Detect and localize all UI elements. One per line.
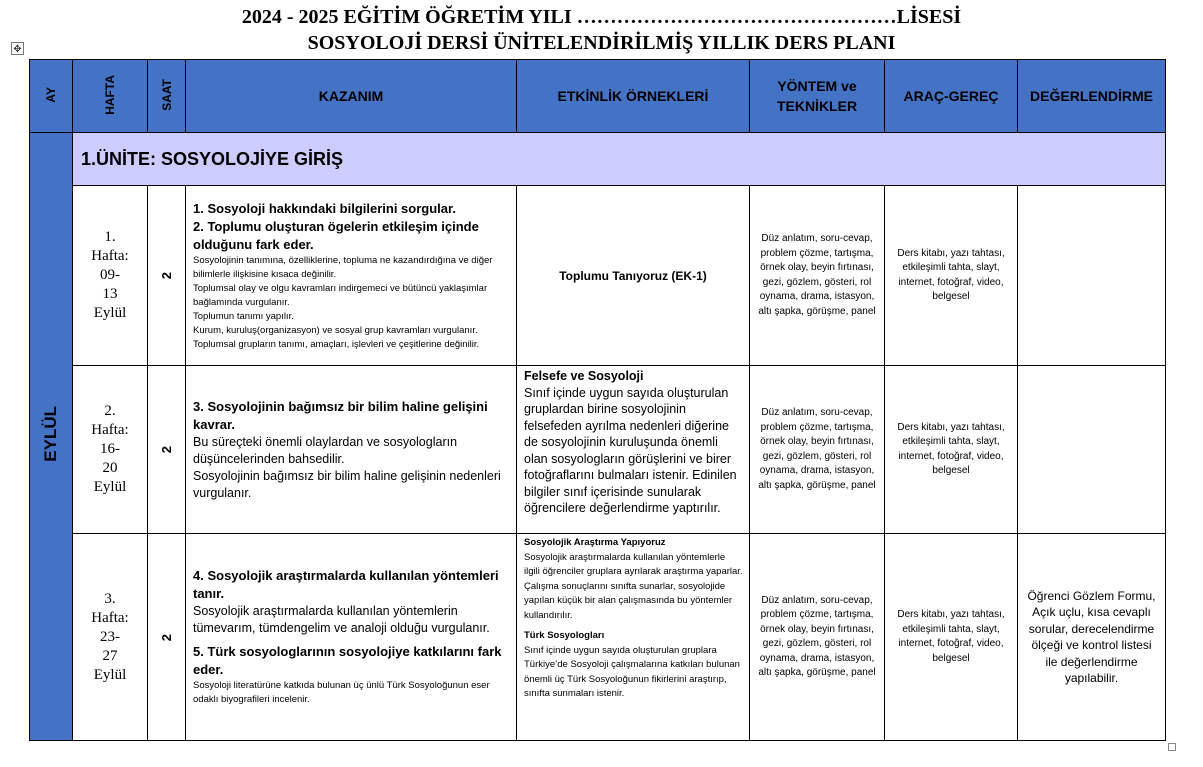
yontem-cell: Düz anlatım, soru-cevap, problem çözme, tartışma, örnek olay, beyin fırtınası, gezi, gözlem, gösteri, rol oynama, drama, istasyon, altı şapka, görüşme, panel: [750, 534, 885, 741]
degerlendirme-cell: Öğrenci Gözlem Formu, Açık uçlu, kısa cevaplı sorular, derecelendirme ölçeği ve kontrol listesi ile değerlendirme yapılabilir.: [1018, 534, 1166, 741]
kazanim-cell: 1. Sosyoloji hakkındaki bilgilerini sorgular. 2. Toplumu oluşturan ögelerin etkileşim içinde olduğunu fark eder. Sosyolojinin tanımına, özelliklerine, topluma ne kazandırdığına ve diğer bilimlerle ilişkisine kısaca değinilir. Toplumsal olay ve olgu kavramları indirgemeci ve bütüncü yaklaşımlar bağlamında vurgulanır. Toplumun tanımı yapılır. Kurum, kuruluş(organizasyon) ve sosyal grup kavramları vurgulanır. Toplumsal grupların tanımı, amaçları, işlevleri ve çeşitlerine değinilir.: [186, 186, 517, 366]
header-ay: AY: [30, 60, 73, 133]
hours-cell: 2: [148, 366, 186, 534]
kazanim-cell: 3. Sosyolojinin bağımsız bir bilim haline gelişini kavrar. Bu süreçteki önemli olaylardan ve sosyologların düşüncelerinden bahsedilir. Sosyolojinin bağımsız bir bilim haline gelişinin nedenleri vurgulanır.: [186, 366, 517, 534]
etkinlik-cell: Sosyolojik Araştırma Yapıyoruz Sosyolojik araştırmalarda kullanılan yöntemlerle ilgili öğrenciler gruplara ayrılarak araştırma yaparlar. Çalışma sonuçlarını sınıfta sunarlar, sosyolojide yapılan küçük bir alan çalışmasında bu yöntemler kullandırılır. Türk Sosyologları Sınıf içinde uygun sayıda oluşturulan gruplara Türkiye’de Sosyoloji çalışmalarına katkıları bulunan önemli üç Türk Sosyoloğunun fikirlerini araştırıp, sınıfta sunmaları istenir.: [517, 534, 750, 741]
header-yontem: YÖNTEM ve TEKNİKLER: [750, 60, 885, 133]
yearly-plan-table: [29, 59, 1166, 741]
etkinlik-cell: Felsefe ve Sosyoloji Sınıf içinde uygun sayıda oluşturulan gruplardan birine sosyolojinin felsefeden ayrılma nedenleri diğerine de sosyolojinin kuruluşunda önemli olan sosyologların görüşlerini ve birer fotoğraflarını bulmaları istenir. Edinilen bilgiler sınıf içerisinde sunularak öğrencilere değerlendirme yaptırılır.: [517, 366, 750, 534]
header-etkinlik: ETKİNLİK ÖRNEKLERİ: [517, 60, 750, 133]
table-move-handle-icon[interactable]: ✥: [11, 42, 24, 55]
week-cell: 2. Hafta: 16- 20 Eylül: [73, 366, 148, 534]
unit-title: 1.ÜNİTE: SOSYOLOJİYE GİRİŞ: [73, 133, 1166, 186]
document-title-line1: 2024 - 2025 EĞİTİM ÖĞRETİM YILI …………………………………………LİSESİ: [241, 6, 962, 28]
hours-cell: 2: [148, 186, 186, 366]
arac-cell: Ders kitabı, yazı tahtası, etkileşimli tahta, slayt, internet, fotoğraf, video, belgesel: [885, 186, 1018, 366]
week-cell: 3. Hafta: 23- 27 Eylül: [73, 534, 148, 741]
yontem-cell: Düz anlatım, soru-cevap, problem çözme, tartışma, örnek olay, beyin fırtınası, gezi, gözlem, gösteri, rol oynama, drama, istasyon, altı şapka, görüşme, panel: [750, 366, 885, 534]
header-row: [30, 60, 1166, 133]
document-title-line2: SOSYOLOJİ DERSİ ÜNİTELENDİRİLMİŞ YILLIK DERS PLANI: [307, 32, 896, 54]
header-hafta: HAFTA: [73, 60, 148, 133]
arac-cell: Ders kitabı, yazı tahtası, etkileşimli tahta, slayt, internet, fotoğraf, video, belgesel: [885, 366, 1018, 534]
kazanim-cell: 4. Sosyolojik araştırmalarda kullanılan yöntemleri tanır. Sosyolojik araştırmalarda kullanılan yöntemlerin tümevarım, tümdengelim ve analoji olduğu vurgulanır. 5. Türk sosyologlarının sosyolojiye katkılarını fark eder. Sosyoloji literatürüne katkıda bulunan üç ünlü Türk Sosyoloğunun eser odaklı biyografileri incelenir.: [186, 534, 517, 741]
header-saat: SAAT: [148, 60, 186, 133]
table-row: [30, 534, 1166, 741]
yontem-cell: Düz anlatım, soru-cevap, problem çözme, tartışma, örnek olay, beyin fırtınası, gezi, gözlem, gösteri, rol oynama, drama, istasyon, altı şapka, görüşme, panel: [750, 186, 885, 366]
table-resize-handle[interactable]: [1168, 743, 1176, 751]
header-kazanim: KAZANIM: [186, 60, 517, 133]
degerlendirme-cell: [1018, 186, 1166, 366]
arac-cell: Ders kitabı, yazı tahtası, etkileşimli tahta, slayt, internet, fotoğraf, video, belgesel: [885, 534, 1018, 741]
header-arac: ARAÇ-GEREÇ: [885, 60, 1018, 133]
hours-cell: 2: [148, 534, 186, 741]
degerlendirme-cell: [1018, 366, 1166, 534]
etkinlik-cell: Toplumu Tanıyoruz (EK-1): [517, 186, 750, 366]
header-degerlendirme: DEĞERLENDİRME: [1018, 60, 1166, 133]
unit-row: [30, 133, 1166, 186]
table-row: [30, 366, 1166, 534]
table-row: [30, 186, 1166, 366]
week-cell: 1. Hafta: 09- 13 Eylül: [73, 186, 148, 366]
month-cell: EYLÜL: [30, 133, 73, 741]
